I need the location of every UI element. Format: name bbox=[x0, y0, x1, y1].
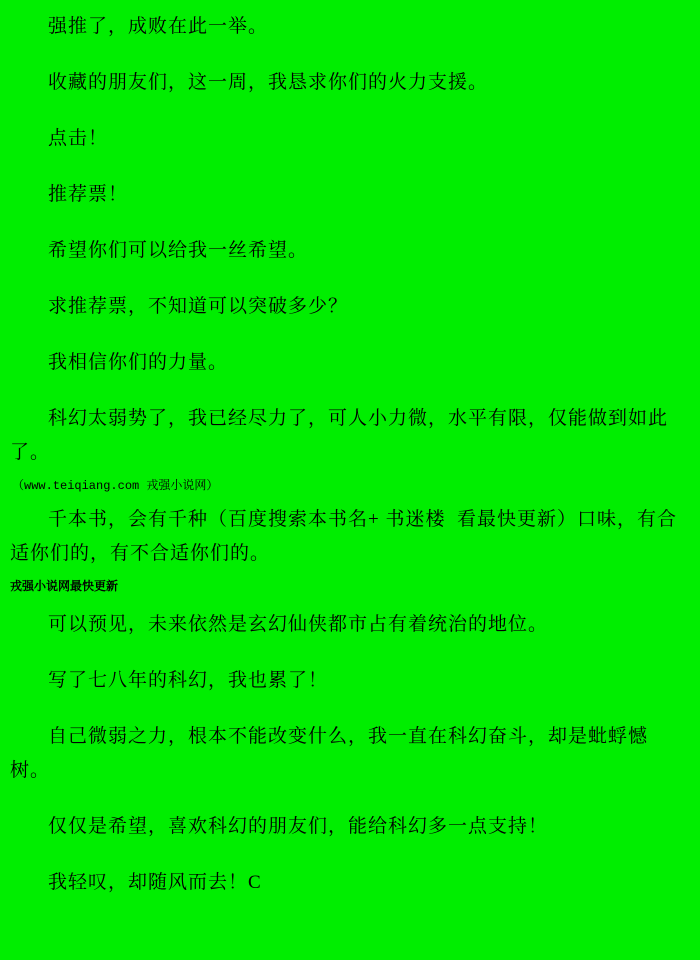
paragraph: 我相信你们的力量。 bbox=[48, 352, 229, 373]
paragraph: 希望你们可以给我一丝希望。 bbox=[48, 240, 309, 261]
paragraph: 仅仅是希望，喜欢科幻的朋友们，能给科幻多一点支持！ bbox=[48, 816, 549, 837]
paragraph: 写了七八年的科幻，我也累了！ bbox=[48, 670, 329, 691]
paragraph: 推荐票！ bbox=[48, 184, 129, 205]
watermark-inline-text: （www.teiqiang.com 戎强小说网） bbox=[12, 479, 219, 493]
paragraph: 收藏的朋友们，这一周，我恳求你们的火力支援。 bbox=[48, 72, 489, 93]
paragraph: 自己微弱之力，根本不能改变什么，我一直在科幻奋斗，却是蚍蜉憾树。 bbox=[10, 726, 649, 781]
paragraph: 我轻叹，却随风而去！C bbox=[48, 872, 262, 893]
paragraph: 点击！ bbox=[48, 128, 109, 149]
paragraph: 可以预见，未来依然是玄幻仙侠都市占有着统治的地位。 bbox=[48, 614, 549, 635]
paragraph: 强推了，成败在此一举。 bbox=[48, 16, 269, 37]
paragraph: 求推荐票，不知道可以突破多少？ bbox=[48, 296, 349, 317]
paragraph: 科幻太弱势了，我已经尽力了，可人小力微，水平有限，仅能做到如此了。 bbox=[10, 408, 669, 463]
watermark-left-text: 戎强小说网最快更新 bbox=[10, 579, 119, 593]
paragraph: 千本书，会有千种（百度搜索本书名+ 书迷楼 看最快更新）口味，有合适你们的，有不合适你们的。 bbox=[10, 509, 677, 564]
